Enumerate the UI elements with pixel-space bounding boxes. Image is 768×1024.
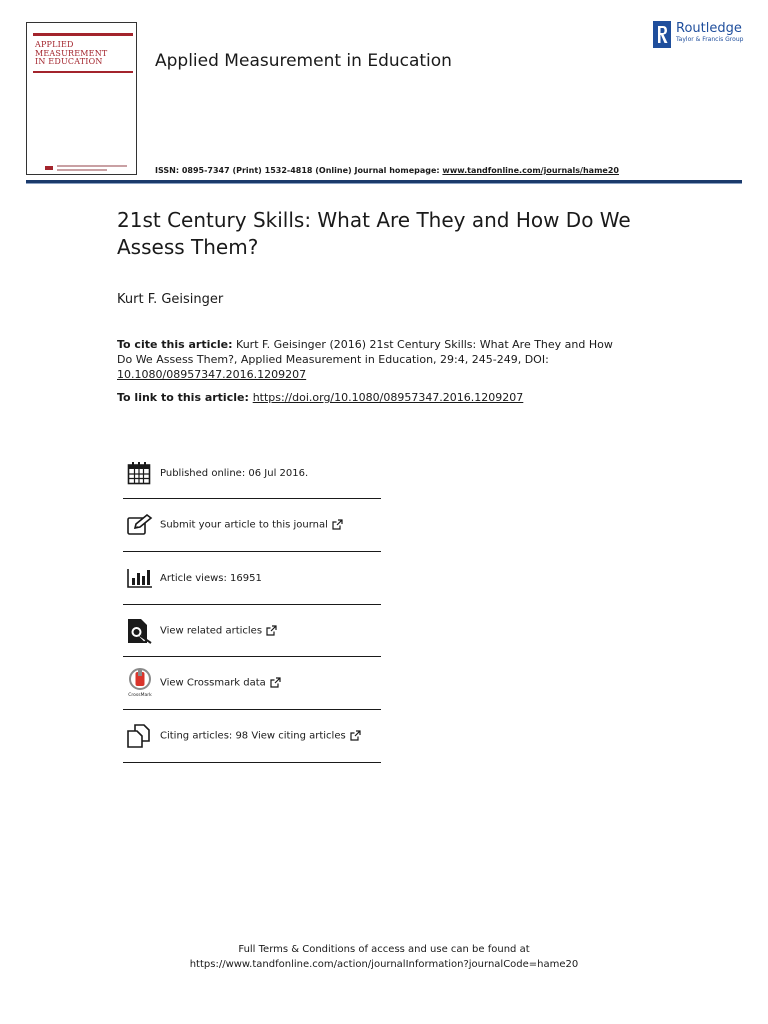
journal-homepage-link[interactable]: www.tandfonline.com/journals/hame20 xyxy=(442,166,619,175)
info-label[interactable]: Submit your article to this journal xyxy=(160,519,343,531)
crossmark-caption: CrossMark xyxy=(128,693,152,698)
cover-title: APPLIED MEASUREMENT IN EDUCATION xyxy=(35,40,108,66)
cover-publisher-logo xyxy=(45,166,53,170)
info-row-crossmark[interactable] xyxy=(123,657,381,710)
info-row-citing[interactable] xyxy=(123,710,381,763)
bar-chart-icon xyxy=(127,567,153,589)
publisher-subtitle: Taylor & Francis Group xyxy=(676,36,744,43)
article-doi-link[interactable]: https://doi.org/10.1080/08957347.2016.1209207 xyxy=(252,391,524,404)
citation-text: Kurt F. Geisinger (2016) 21st Century Skills: What Are They and How Do We Assess Them?, Applied Measurement in Education, 29:4, 245-249, DOI: xyxy=(117,338,613,366)
info-label[interactable]: View Crossmark data xyxy=(160,677,281,689)
footer-terms-link[interactable]: https://www.tandfonline.com/action/journalInformation?journalCode=hame20 xyxy=(189,959,579,970)
calendar-icon xyxy=(127,461,151,485)
cover-mid-band xyxy=(33,71,133,73)
issn-text: ISSN: 0895-7347 (Print) 1532-4818 (Online) Journal homepage: xyxy=(155,166,443,175)
journal-title: Applied Measurement in Education xyxy=(155,51,452,71)
header-rule-light xyxy=(26,183,742,184)
external-link-icon xyxy=(266,625,277,636)
edit-icon xyxy=(127,514,153,536)
info-row-submit[interactable] xyxy=(123,499,381,552)
cover-top-band xyxy=(33,33,133,36)
footer xyxy=(0,942,768,972)
search-document-icon xyxy=(127,618,153,644)
info-row-related[interactable] xyxy=(123,605,381,657)
external-link-icon xyxy=(350,730,361,741)
citing-articles-icon xyxy=(127,724,153,748)
article-info-list xyxy=(123,448,381,763)
publisher-logo[interactable] xyxy=(653,21,743,48)
citation-label: To cite this article: xyxy=(117,338,233,351)
info-label: Article views: 16951 xyxy=(160,572,262,584)
article-title: 21st Century Skills: What Are They and How Do We Assess Them? xyxy=(117,208,631,259)
cover-imprint-line xyxy=(57,165,127,167)
external-link-icon xyxy=(270,677,281,688)
crossmark-icon xyxy=(127,668,153,698)
issn-line xyxy=(155,166,619,175)
info-row-published xyxy=(123,448,381,499)
info-label: Published online: 06 Jul 2016. xyxy=(160,467,309,479)
citation-block xyxy=(117,337,617,382)
footer-terms-text: Full Terms & Conditions of access and use can be found at xyxy=(238,944,530,955)
link-label: To link to this article: xyxy=(117,391,253,404)
info-label[interactable]: View related articles xyxy=(160,625,277,637)
article-link-block xyxy=(117,391,523,404)
info-row-views xyxy=(123,552,381,605)
journal-cover-thumbnail xyxy=(26,22,137,175)
info-label[interactable]: Citing articles: 98 View citing articles xyxy=(160,730,361,742)
external-link-icon xyxy=(332,519,343,530)
article-author: Kurt F. Geisinger xyxy=(117,292,224,307)
routledge-logo-icon xyxy=(653,21,671,48)
cover-imprint-line xyxy=(57,169,107,171)
publisher-name: Routledge xyxy=(676,21,742,36)
citation-doi-link[interactable]: 10.1080/08957347.2016.1209207 xyxy=(117,368,307,381)
